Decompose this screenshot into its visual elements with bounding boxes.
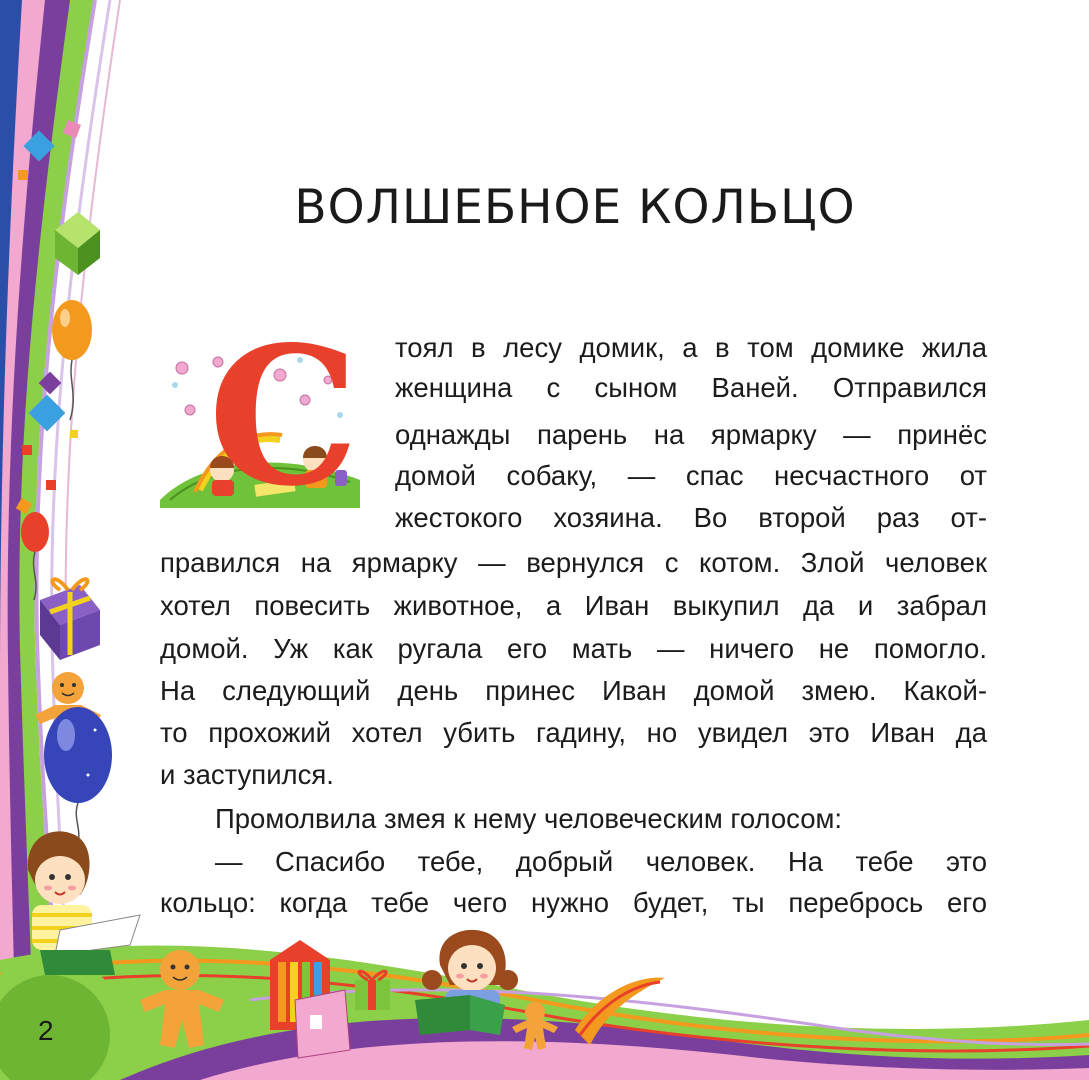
text-line: кольцо: когда тебе чего нужно будет, ты переброcь его (160, 887, 987, 918)
text-line: однажды парень на ярмарку — принёс (395, 419, 987, 450)
text-line: женщина с сыном Ваней. Отправился (395, 372, 987, 403)
text-line: жестокого хозяина. Во второй раз от- (395, 502, 987, 533)
story-title: ВОЛШЕБНОЕ КОЛЬЦО (294, 180, 856, 235)
text-line: хотел повесить животное, а Иван выкупил да и забрал (160, 590, 987, 621)
text-line: домой. Уж как ругала его мать — ничего не помогло. (160, 633, 987, 664)
text-line: тоял в лесу домик, а в том домике жила (395, 332, 987, 363)
text-line: домой собаку, — спас несчастного от (395, 460, 987, 491)
text-line: Промолвила змея к нему человеческим голосом: (215, 803, 843, 834)
page-number: 2 (38, 1015, 54, 1046)
text-line: — Спасибо тебе, добрый человек. На тебе это (215, 846, 987, 877)
drop-cap-letter: С (208, 305, 360, 528)
gift-box-icon (40, 579, 100, 660)
text-line: и заступился. (160, 759, 334, 790)
text-line: На следующий день принес Иван домой змею. Какой- (160, 675, 987, 706)
balloon-blue-icon (44, 707, 112, 850)
text-line: то прохожий хотел убить гадину, но увидел это Иван да (160, 717, 987, 748)
girl-reading-icon (415, 930, 518, 1035)
text-line: правился на ярмарку — вернулся с котом. Злой человек (160, 547, 987, 578)
